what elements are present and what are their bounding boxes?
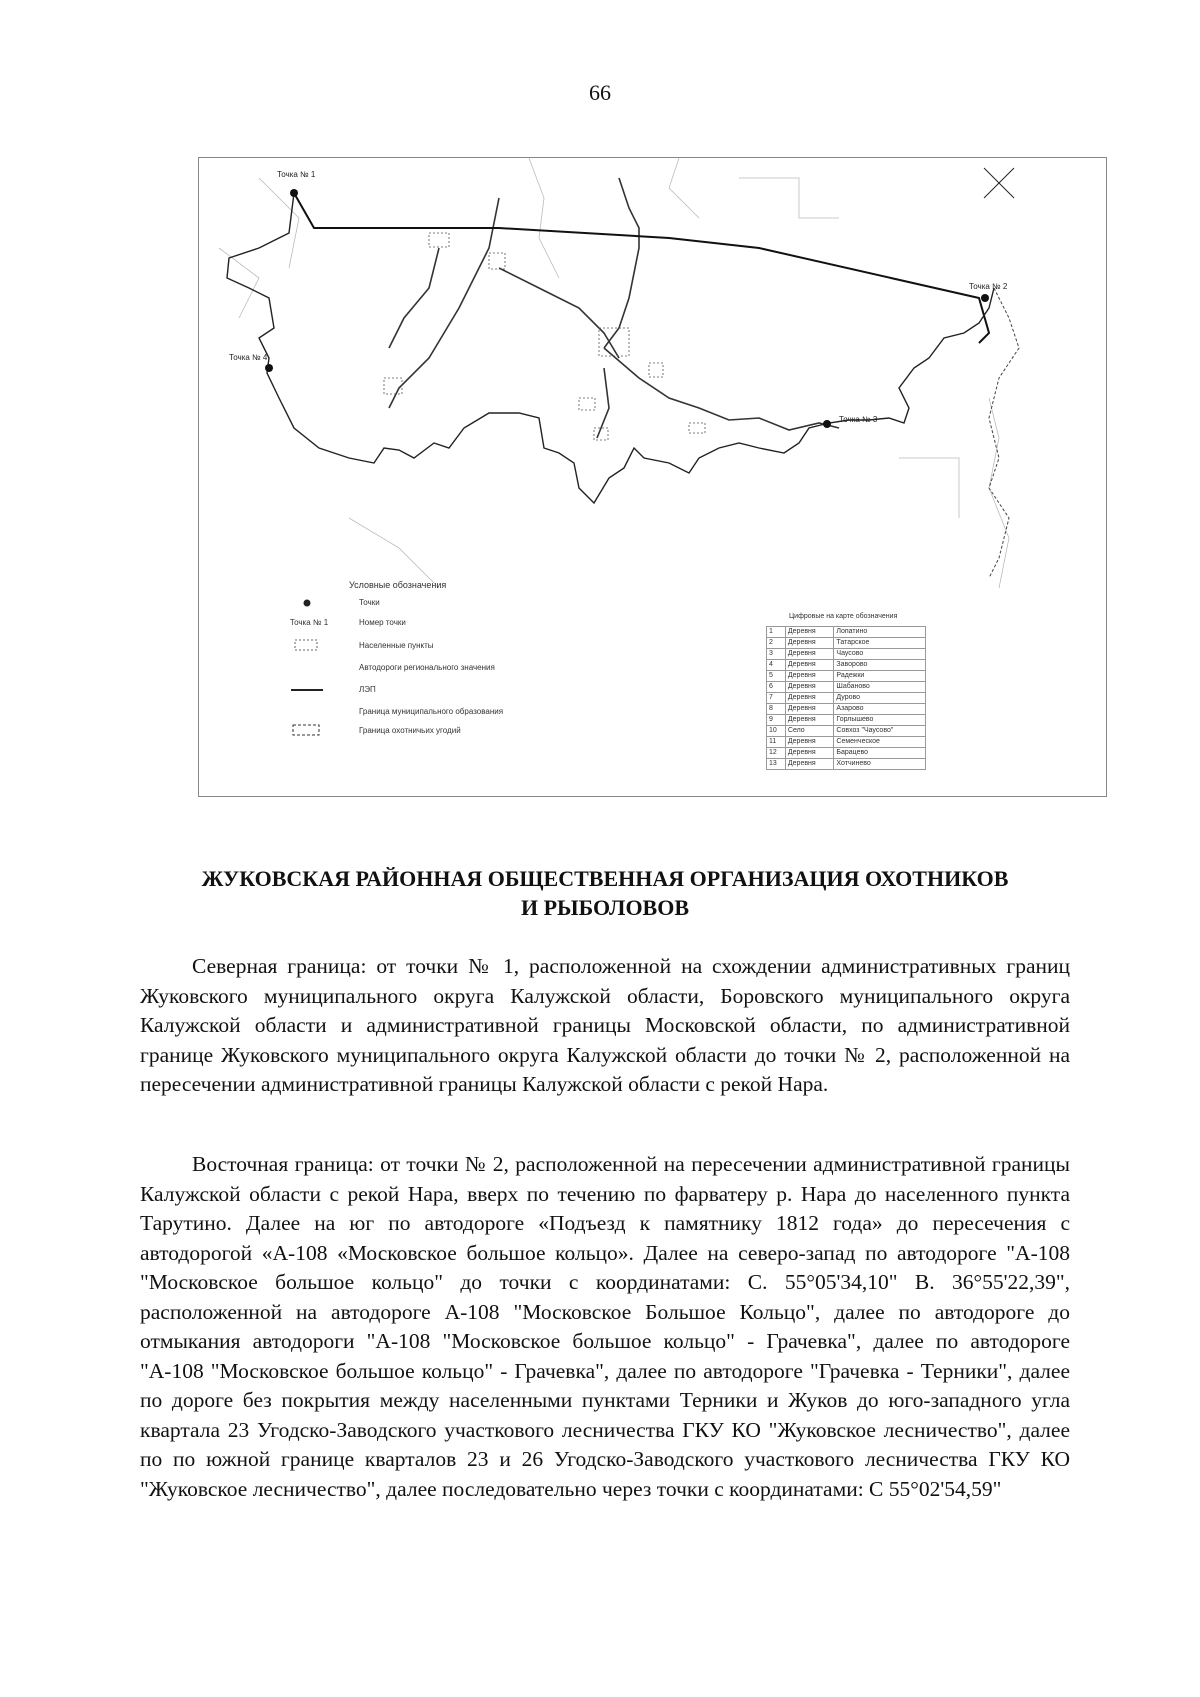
legend-text: Граница охотничьих угодий (359, 726, 461, 735)
table-cell: Деревня (785, 715, 833, 726)
table-cell: 4 (767, 660, 786, 671)
table-cell: 6 (767, 682, 786, 693)
table-cell: Деревня (785, 660, 833, 671)
table-cell: Деревня (785, 627, 833, 638)
table-row (767, 759, 926, 770)
table-row (767, 627, 926, 638)
point-2-label: Точка № 2 (969, 282, 1008, 291)
legend-text: ЛЭП (359, 685, 376, 694)
table-cell: 12 (767, 748, 786, 759)
legend-text: Автодороги регионального значения (359, 663, 495, 672)
table-cell: Деревня (785, 737, 833, 748)
table-cell: Татарское (834, 638, 926, 649)
section-heading (140, 864, 1070, 922)
page-number: 66 (589, 80, 611, 105)
table-cell: 2 (767, 638, 786, 649)
legend-symbol-text: Точка № 1 (289, 618, 329, 627)
table-cell: 9 (767, 715, 786, 726)
table-cell: Заворово (834, 660, 926, 671)
table-cell: Горлышево (834, 715, 926, 726)
table-cell: Семенческое (834, 737, 926, 748)
table-row (767, 715, 926, 726)
table-cell: Дурово (834, 693, 926, 704)
table-cell: Деревня (785, 704, 833, 715)
table-row (767, 682, 926, 693)
table-cell: 13 (767, 759, 786, 770)
legend-text: Номер точки (359, 618, 406, 627)
table-cell: Шабаново (834, 682, 926, 693)
east-boundary-paragraph: Восточная граница: от точки № 2, расположенной на пересечении административной границы Калужской области с рекой Нара, вверх по течению по фарватеру р. Нара до населенного пункта Тарутино. Далее на юг по автодороге «Подъезд к памятнику 1812 года» до пересечения с автодорогой «А-108 «Московское большое кольцо». Далее на северо-запад по автодороге "А-108 "Московское большое кольцо" до точки с координатами: С. 55°05'34,10" В. 36°55'22,39", расположенной на автодороге А-108 "Московское Большое Кольцо", далее по автодороге до отмыкания автодороги "А-108 "Московское большое кольцо" - Грачевка", далее по автодороге "А-108 "Московское большое кольцо" - Грачевка", далее по автодороге "Грачевка - Терники", далее по дороге без покрытия между населенными пунктами Терники и Жуков до юго-западного угла квартала 23 Угодско-Заводского участкового лесничества ГКУ КО "Жуковское лесничество", далее по по южной границе кварталов 23 и 26 Угодско-Заводского участкового лесничества ГКУ КО "Жуковское лесничество", далее последовательно через точки с координатами: С 55°02'54,59" (140, 1152, 1070, 1501)
legend-table-title: Цифровые на карте обозначения (789, 613, 898, 620)
table-cell: Деревня (785, 693, 833, 704)
table-cell: Чаусово (834, 649, 926, 660)
point-3-label: Точка № 3 (839, 415, 878, 424)
table-row (767, 649, 926, 660)
table-row (767, 693, 926, 704)
table-cell: Барацево (834, 748, 926, 759)
table-row (767, 737, 926, 748)
table-row (767, 638, 926, 649)
table-row (767, 671, 926, 682)
heading-line-2: И РЫБОЛОВОВ (520, 895, 690, 920)
legend-text: Точки (359, 598, 380, 607)
table-cell: Деревня (785, 638, 833, 649)
table-cell: Радежки (834, 671, 926, 682)
settlement-table (766, 626, 926, 770)
table-cell: Азарово (834, 704, 926, 715)
table-cell: 5 (767, 671, 786, 682)
table-cell: 10 (767, 726, 786, 737)
table-row (767, 726, 926, 737)
legend-title: Условные обозначения (349, 580, 447, 590)
map-drawing (199, 158, 1106, 796)
table-cell: 11 (767, 737, 786, 748)
table-cell: Лопатино (834, 627, 926, 638)
north-boundary-paragraph: Северная граница: от точки № 1, расположенной на схождении административных границ Жуковского муниципального округа Калужской области, Боровского муниципального округа Калужской области и административной границы Московской области, по административной границе Жуковского муниципального округа Калужской области до точки № 2, расположенной на пересечении административной границы Калужской области с рекой Нара. (140, 954, 1070, 1096)
table-row (767, 748, 926, 759)
table-cell: 1 (767, 627, 786, 638)
table-row (767, 704, 926, 715)
table-cell: Деревня (785, 759, 833, 770)
table-cell: Совхоз "Чаусово" (834, 726, 926, 737)
table-cell: Село (785, 726, 833, 737)
heading-line-1: ЖУКОВСКАЯ РАЙОННАЯ ОБЩЕСТВЕННАЯ ОРГАНИЗАЦИЯ ОХОТНИКОВ (201, 866, 1009, 891)
table-row (767, 660, 926, 671)
table-cell: 8 (767, 704, 786, 715)
table-cell: Деревня (785, 671, 833, 682)
table-cell: Деревня (785, 682, 833, 693)
legend-text: Населенные пункты (359, 641, 434, 650)
table-cell: 3 (767, 649, 786, 660)
table-cell: Деревня (785, 748, 833, 759)
point-1-label: Точка № 1 (277, 170, 316, 179)
hunting-ground-map (198, 157, 1107, 797)
point-4-label: Точка № 4 (229, 353, 268, 362)
table-cell: 7 (767, 693, 786, 704)
table-cell: Хотчинево (834, 759, 926, 770)
legend-text: Граница муниципального образования (359, 707, 504, 716)
table-cell: Деревня (785, 649, 833, 660)
